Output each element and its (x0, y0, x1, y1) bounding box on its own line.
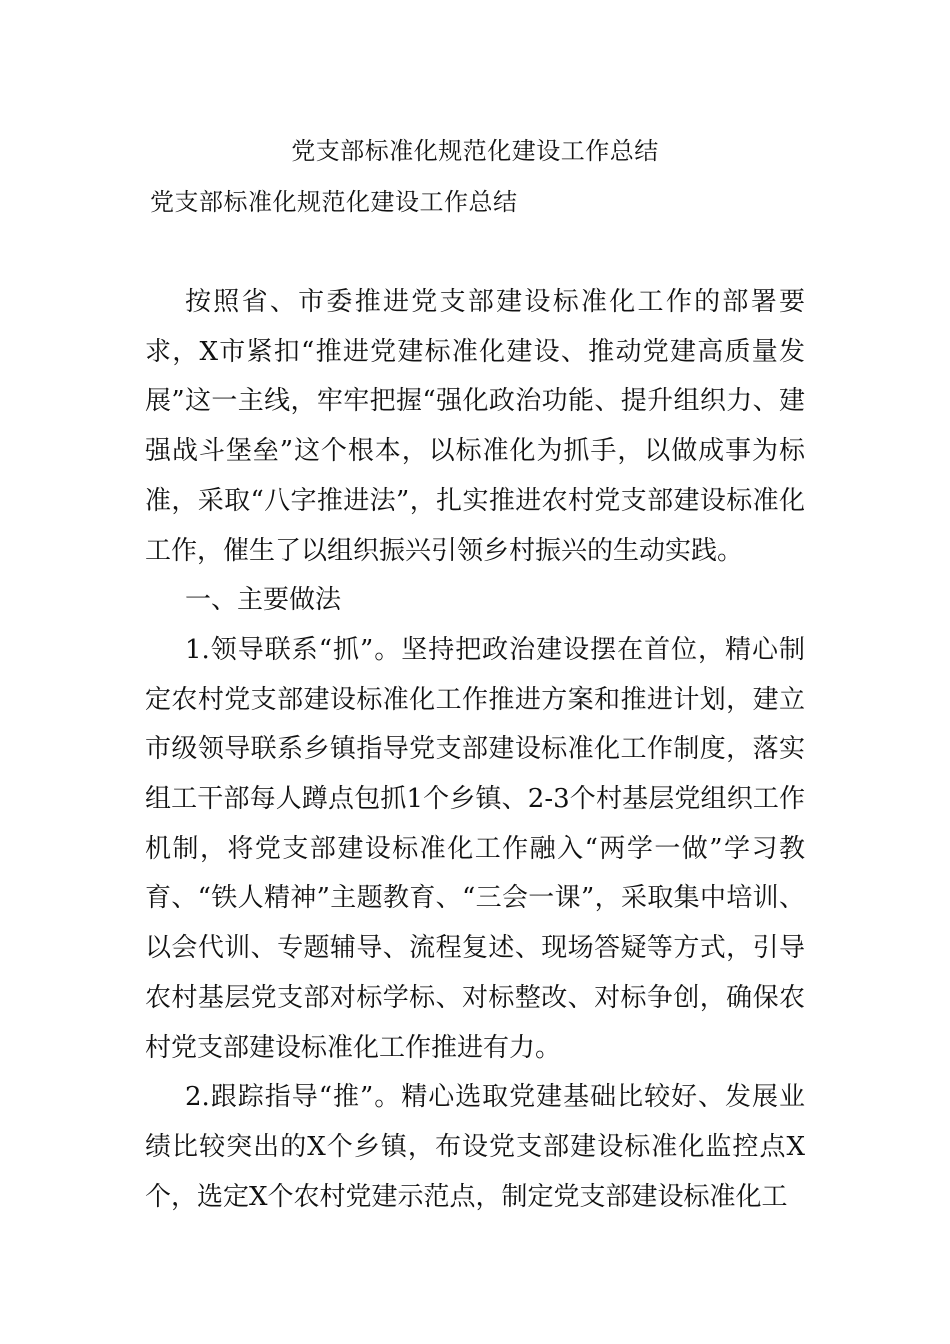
paragraph-item-2: 2.跟踪指导“推”。精心选取党建基础比较好、发展业绩比较突出的X个乡镇，布设党支部建设标准化监控点X个，选定X个农村党建示范点，制定党支部建设标准化工 (145, 1082, 805, 1212)
document-title: 党支部标准化规范化建设工作总结 (291, 137, 659, 165)
section-heading: 一、主要做法 (185, 585, 342, 616)
intro-paragraph: 按照省、市委推进党支部建设标准化工作的部署要求，X市紧扣“推进党建标准化建设、推动党建高质量发展”这一主线，牢牢把握“强化政治功能、提升组织力、建强战斗堡垒”这个根本，以标准化为抓手，以做成事为标准，采取“八字推进法”，扎实推进农村党支部建设标准化工作，催生了以组织振兴引领乡村振兴的生动实践。 (145, 287, 805, 566)
paragraph-item-1: 1.领导联系“抓”。坚持把政治建设摆在首位，精心制定农村党支部建设标准化工作推进方案和推进计划，建立市级领导联系乡镇指导党支部建设标准化工作制度，落实组工干部每人蹲点包抓1个乡镇、2-3个村基层党组织工作机制，将党支部建设标准化工作融入“两学一做”学习教育、“铁人精神”主题教育、“三会一课”，采取集中培训、以会代训、专题辅导、流程复述、现场答疑等方式，引导农村基层党支部对标学标、对标整改、对标争创，确保农村党支部建设标准化工作推进有力。 (145, 634, 805, 1063)
document-body (145, 278, 805, 1222)
document-subtitle: 党支部标准化规范化建设工作总结 (150, 188, 518, 216)
